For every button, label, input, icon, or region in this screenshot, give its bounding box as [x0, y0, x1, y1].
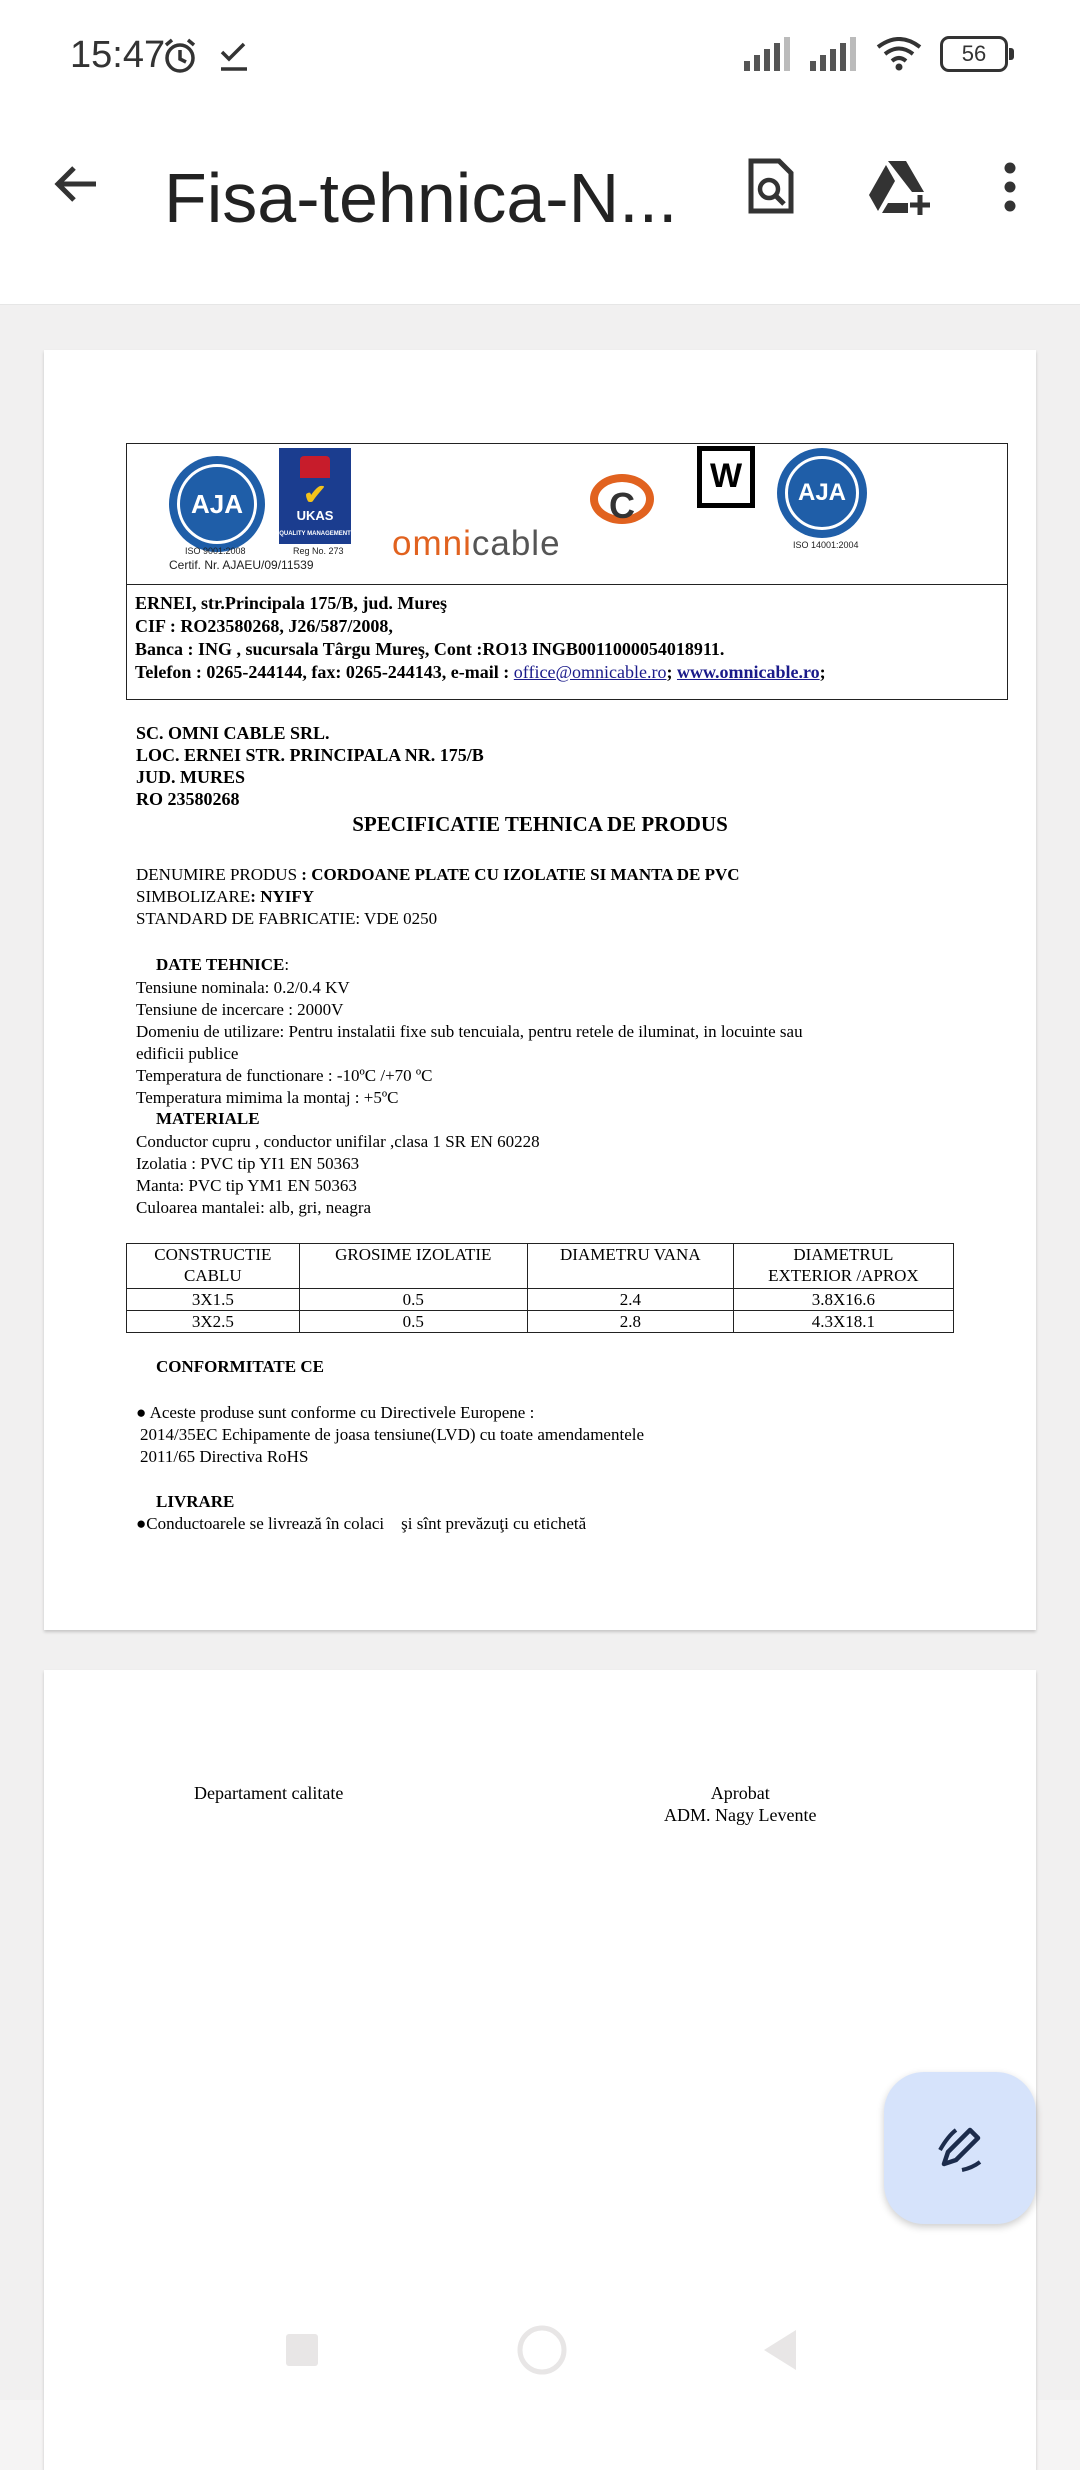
company-address: [136, 722, 484, 810]
conformity-text: [136, 1402, 644, 1468]
approval-signature: [664, 1782, 816, 1826]
back-nav-button[interactable]: [752, 2322, 808, 2378]
company-line: JUD. MURES: [136, 767, 246, 787]
document-title: Fisa-tehnica-N...: [164, 159, 678, 237]
product-symbol-line: [136, 886, 740, 908]
technical-heading-text: DATE TEHNICE: [156, 955, 285, 974]
product-standard: STANDARD DE FABRICATIE: VDE 0250: [136, 909, 438, 928]
wifi-icon: [876, 37, 922, 71]
technical-line: Tensiune nominala: 0.2/0.4 KV: [136, 978, 350, 997]
product-name-line: [136, 864, 740, 886]
omni-text: omni: [392, 524, 472, 563]
technical-heading: [156, 955, 289, 975]
aja-logo-text: AJA: [190, 488, 243, 519]
tick-icon: ✔: [303, 479, 327, 510]
crown-icon: [300, 456, 330, 478]
materials-line: Izolatia : PVC tip YI1 EN 50363: [136, 1154, 360, 1173]
product-name-value: : CORDOANE PLATE CU IZOLATIE SI MANTA DE PVC: [301, 865, 740, 884]
table-cell: 0.5: [299, 1289, 527, 1311]
technical-line: Domeniu de utilizare: Pentru instalatii fixe sub tencuiala, pentru retele de iluminat, in locuinte sau: [136, 1022, 803, 1041]
quality-department-signature: Departament calitate: [194, 1783, 344, 1803]
triangle-back-icon: [760, 2328, 800, 2372]
omnicable-logo-icon: C: [590, 474, 654, 524]
status-time: 15:47: [70, 34, 166, 76]
materials-line: Conductor cupru , conductor unifilar ,clasa 1 SR EN 60228: [136, 1132, 540, 1151]
edit-pen-icon: [932, 2120, 988, 2176]
table-cell: 0.5: [299, 1311, 527, 1333]
signal-icon: [744, 37, 792, 71]
iso14001-label: ISO 14001:2004: [793, 540, 859, 550]
more-vert-icon: [1003, 161, 1017, 213]
certificate-number: Certif. Nr. AJAEU/09/11539: [169, 558, 314, 572]
back-button[interactable]: [40, 148, 112, 220]
product-name-label: DENUMIRE PRODUS: [136, 865, 302, 884]
separator-text: ;: [666, 662, 677, 682]
search-document-icon: [745, 157, 797, 217]
ukas-text: UKAS: [296, 508, 334, 523]
add-to-drive-icon: [868, 159, 934, 215]
approval-label: Aprobat: [710, 1783, 770, 1803]
table-cell: 3X2.5: [127, 1311, 300, 1333]
email-link[interactable]: office@omnicable.ro: [513, 662, 667, 682]
iso9001-label: ISO 9001:2008: [185, 546, 246, 556]
app-bar: [0, 118, 1080, 305]
letterhead-line: Banca : ING , sucursala Târgu Mureş, Cont :RO13 INGB0011000054018911.: [135, 639, 725, 659]
document-page-1: [44, 350, 1036, 1630]
company-line: RO 23580268: [136, 789, 240, 809]
technical-line: edificii publice: [136, 1044, 239, 1063]
signal-icon-2: [810, 37, 858, 71]
aja-registrars-logo: [169, 456, 265, 552]
technical-heading-colon: :: [284, 955, 290, 974]
recents-button[interactable]: [274, 2322, 330, 2378]
table-header-insulation: GROSIME IZOLATIE: [299, 1244, 527, 1289]
table-row: [127, 1311, 954, 1333]
w-certification-logo: W: [697, 446, 755, 508]
more-options-button[interactable]: [980, 148, 1040, 226]
check-icon: [214, 36, 254, 76]
ukas-subtext: QUALITY MANAGEMENT: [279, 531, 351, 537]
letterhead-line: ERNEI, str.Principala 175/B, jud. Mureş: [135, 593, 448, 613]
reg-number: Reg No. 273: [293, 546, 344, 556]
product-symbol-label: SIMBOLIZARE: [136, 887, 251, 906]
ukas-logo: [279, 448, 351, 544]
letterhead: [126, 443, 1008, 700]
website-link[interactable]: www.omnicable.ro: [676, 662, 820, 682]
end-text: ;: [819, 662, 826, 682]
conformity-line: 2014/35EC Echipamente de joasa tensiune(LVD) cu toate amendamentele: [140, 1425, 645, 1444]
company-line: LOC. ERNEI STR. PRINCIPALA NR. 175/B: [136, 745, 484, 765]
battery-indicator: 56: [940, 36, 1008, 72]
delivery-heading: LIVRARE: [156, 1492, 235, 1511]
materials-line: Manta: PVC tip YM1 EN 50363: [136, 1176, 357, 1195]
technical-line: Temperatura de functionare : -10ºC /+70 ºC: [136, 1066, 433, 1085]
status-bar: [0, 0, 1080, 118]
table-header-construction: CONSTRUCTIE CABLU: [127, 1244, 300, 1289]
search-in-document-button[interactable]: [732, 148, 810, 226]
letterhead-logos: [127, 444, 1007, 585]
materials-line: Culoarea mantalei: alb, gri, neagra: [136, 1198, 372, 1217]
alarm-icon: [160, 36, 200, 76]
phone-fax-text: Telefon : 0265-244144, fax: 0265-244143, e-mail :: [135, 662, 514, 682]
arrow-back-icon: [50, 158, 102, 210]
aja-logo-text-2: AJA: [797, 479, 846, 506]
product-info: [136, 864, 740, 930]
table-row: [127, 1289, 954, 1311]
materials-heading: MATERIALE: [156, 1109, 260, 1128]
home-button[interactable]: [514, 2322, 570, 2378]
table-cell: 2.8: [527, 1311, 733, 1333]
letterhead-info: [135, 592, 826, 684]
conformity-line: ● Aceste produse sunt conforme cu Directivele Europene :: [136, 1403, 535, 1422]
circle-icon: [516, 2324, 568, 2376]
square-icon: [284, 2332, 320, 2368]
approver-name: ADM. Nagy Levente: [664, 1805, 817, 1825]
conformity-line: 2011/65 Directiva RoHS: [140, 1447, 309, 1466]
technical-data: [136, 977, 803, 1109]
company-line: SC. OMNI CABLE SRL.: [136, 723, 330, 743]
technical-line: Temperatura mimima la montaj : +5ºC: [136, 1088, 399, 1107]
aja-registrars-logo-2: [777, 448, 867, 538]
system-nav-bar: [0, 2300, 1080, 2400]
technical-line: Tensiune de incercare : 2000V: [136, 1000, 344, 1019]
letterhead-line: CIF : RO23580268, J26/587/2008,: [135, 616, 393, 636]
table-cell: 3.8X16.6: [733, 1289, 953, 1311]
table-header-core-diameter: DIAMETRU VANA: [527, 1244, 733, 1289]
table-cell: 3X1.5: [127, 1289, 300, 1311]
edit-fab-button[interactable]: [884, 2072, 1036, 2224]
spec-title: SPECIFICATIE TEHNICA DE PRODUS: [352, 812, 728, 836]
table-cell: 2.4: [527, 1289, 733, 1311]
table-header-row: [127, 1244, 954, 1289]
table-cell: 4.3X18.1: [733, 1311, 953, 1333]
product-symbol-value: : NYIFY: [250, 887, 315, 906]
cable-text: cable: [471, 524, 561, 563]
omnicable-logo-text: [392, 524, 561, 564]
add-to-drive-button[interactable]: [862, 148, 940, 226]
table-header-outer-diameter: DIAMETRUL EXTERIOR /APROX: [733, 1244, 953, 1289]
delivery-text: ●Conductoarele se livrează în colaci şi sînt prevăzuţi cu etichetă: [136, 1514, 587, 1533]
letterhead-contact-line: [135, 661, 826, 684]
materials-data: [136, 1131, 540, 1219]
conformity-heading: CONFORMITATE CE: [156, 1357, 324, 1376]
cable-spec-table: [126, 1243, 954, 1333]
